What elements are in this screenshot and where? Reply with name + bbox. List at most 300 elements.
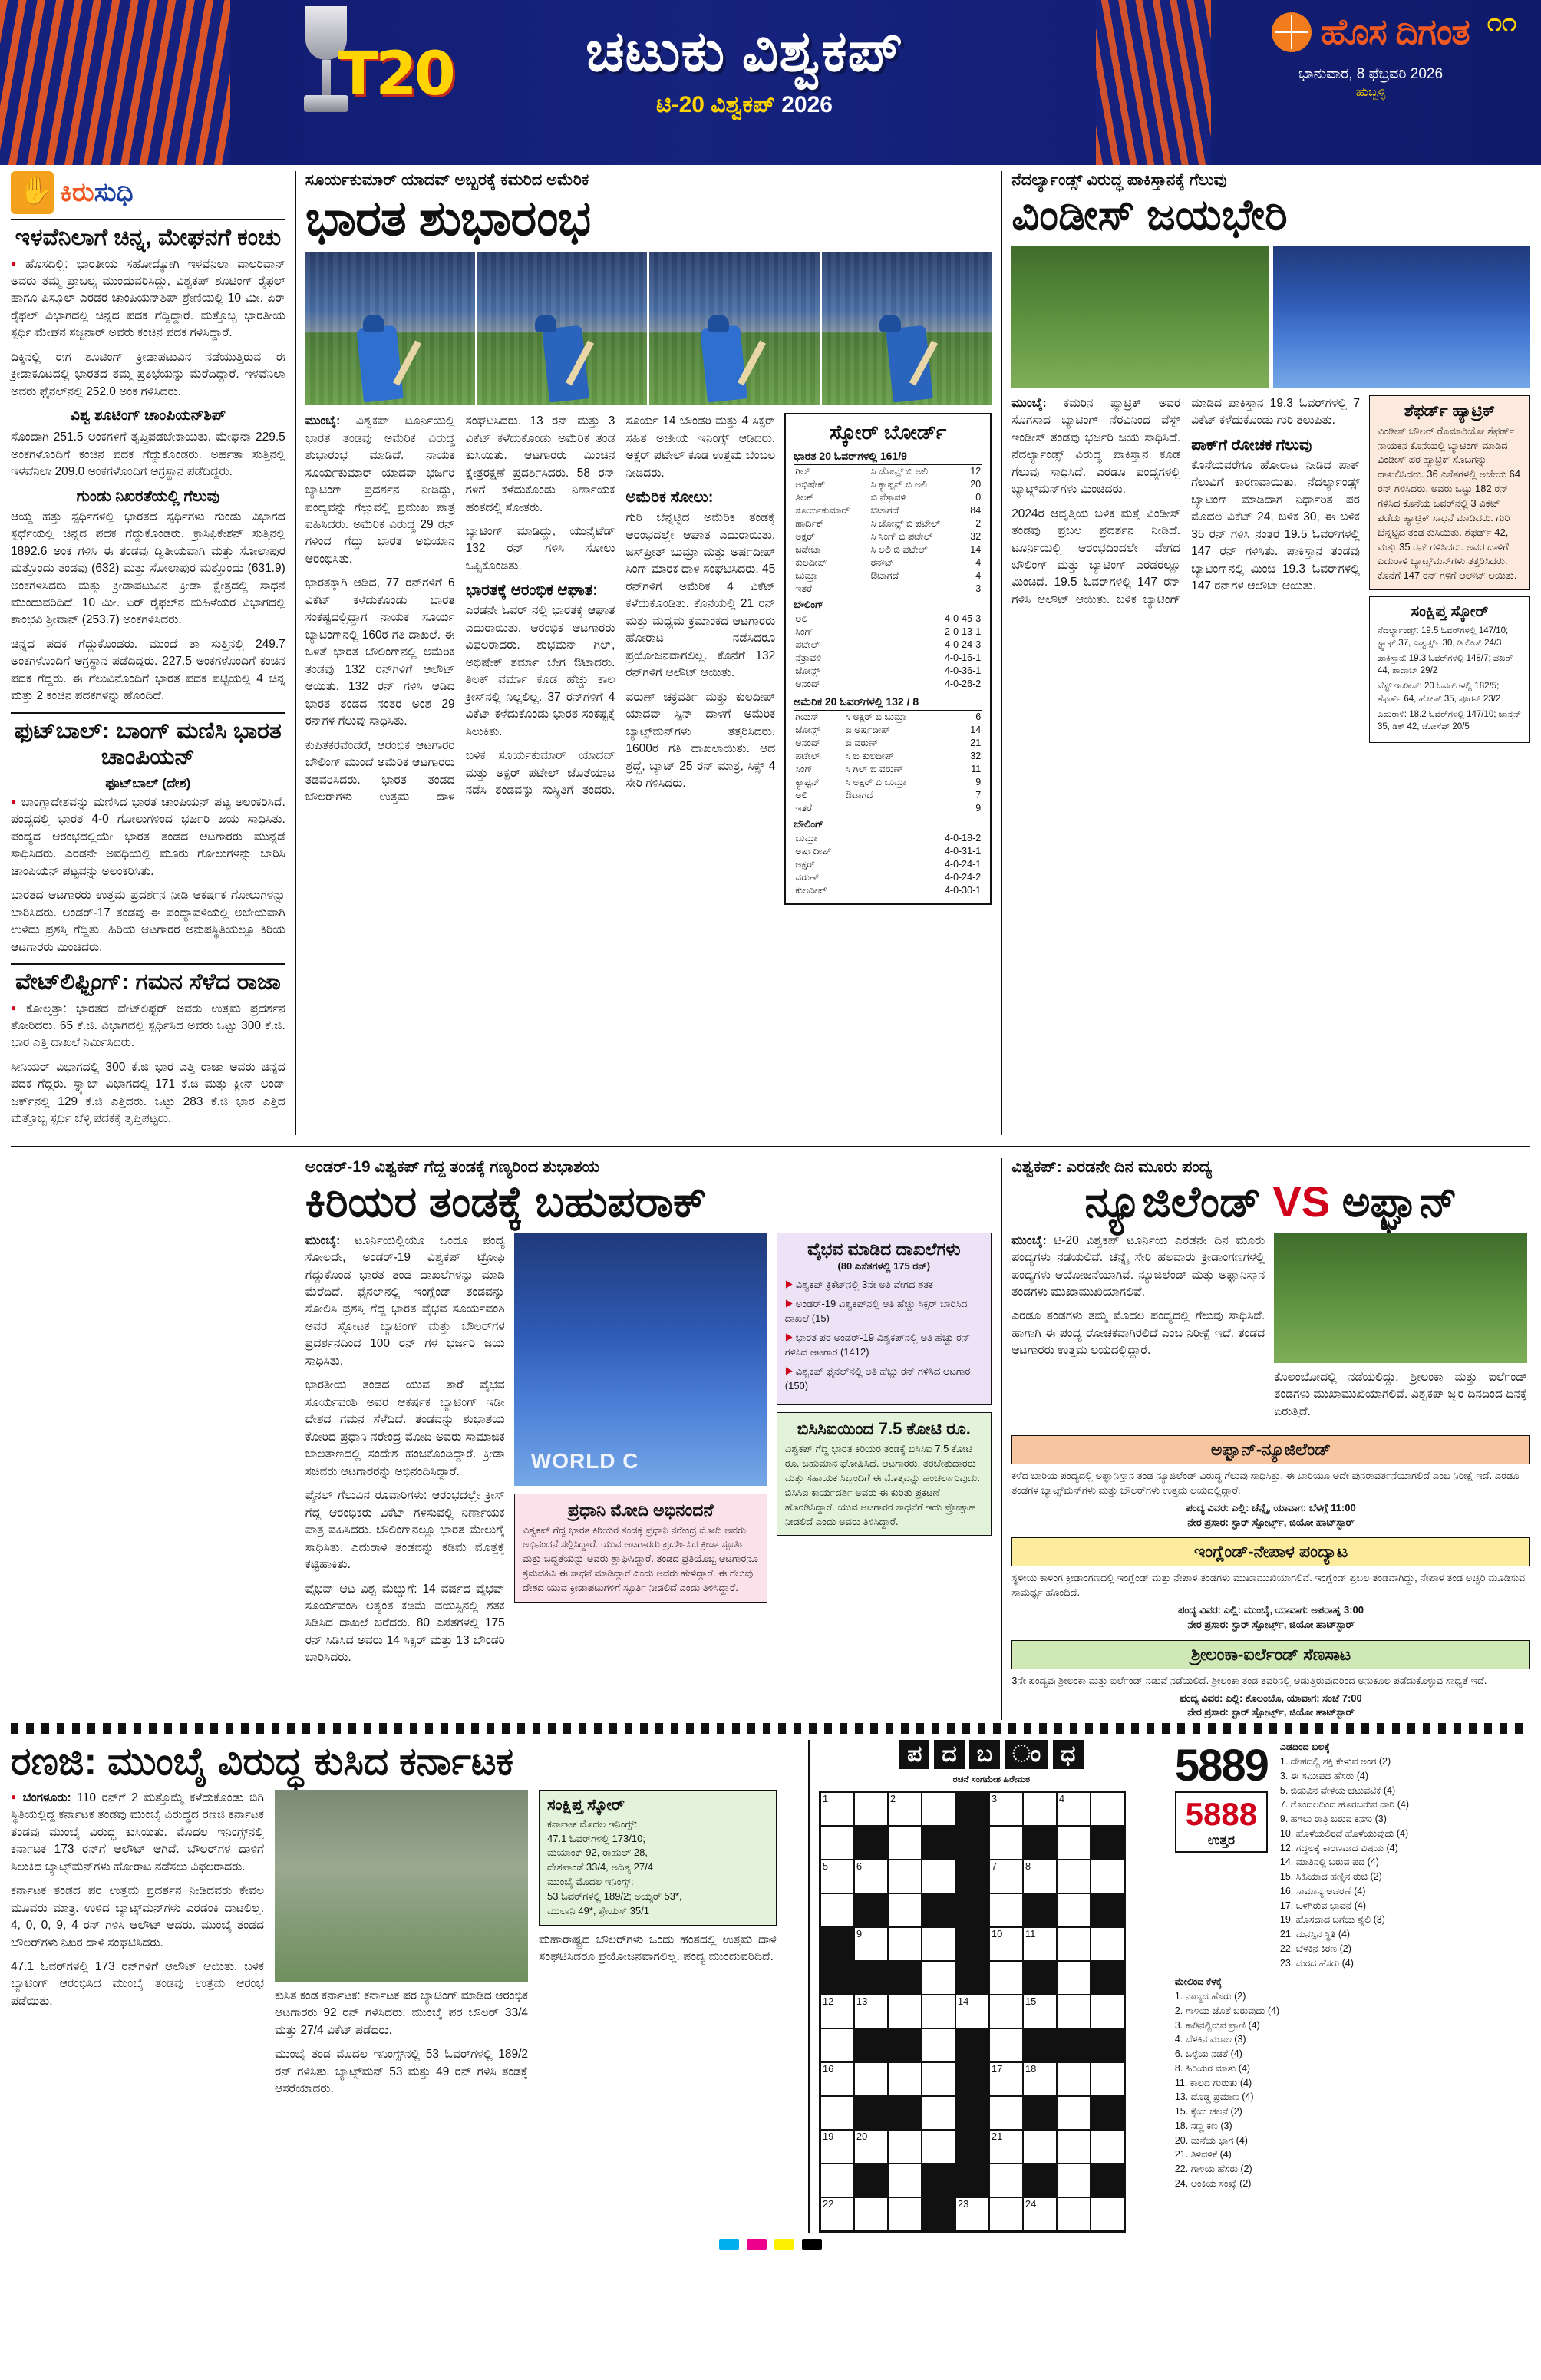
clue-item: 4. ಬೆಳಕಿನ ಮೂಲ (3) [1174,2034,1246,2045]
main-para-3: ಕುಪಿತಕರವೆಂದರೆ, ಆರಂಭಿಕ ಆಟಗಾರರ ಬೌಲಿಂಗ್ ಮುಂದೆ ಅಮೆರಿಕ ಆಟಗಾರರು ತಡವರಿಸಿದರು. ಭಾರತ ತಂಡದ ಬೌಲರ್‌ಗಳು ಉತ್ತಮ ದಾಳಿ ಸಂಘಟಿಸಿದರು. 13 ರನ್ ಮತ್ತು 3 ವಿಕೆಟ್ ಕಳೆದುಕೊಂಡು ಅಮೆರಿಕ ತಂಡ ಕುಸಿಯಿತು. ಆಟಗಾರರು ಮಿಂಚಿನ ಕ್ಷೇತ್ರರಕ್ಷಣೆ ಪ್ರದರ್ಶಿಸಿದರು. 58 ರನ್ ಗಳಿಗೆ ಕಳೆದುಕೊಂಡು ನಿರ್ಣಾಯಕ ಹಂತದಲ್ಲಿ ಸೋತರು. [305,414,615,804]
crossword-cell[interactable]: 2 [888,1792,922,1826]
player-name: ಹಾರ್ದಿಕ್ [795,518,824,530]
crossword-cell[interactable]: 21 [989,2130,1023,2164]
crossword-cell[interactable]: 4 [1057,1792,1091,1826]
crossword-cell[interactable]: 12 [820,1995,854,2028]
runs: 6 [975,711,982,723]
modi-text: ವಿಶ್ವಕಪ್ ಗೆದ್ದ ಭಾರತ ಕಿರಿಯರ ತಂಡಕ್ಕೆ ಪ್ರಧಾನಿ ನರೇಂದ್ರ ಮೋದಿ ಅವರು ಅಭಿನಂದನೆ ಸಲ್ಲಿಸಿದ್ದಾರೆ. ಯುವ ಆಟಗಾರರು ಪ್ರದರ್ಶಿಸಿದ ಕ್ರೀಡಾ ಸ್ಫೂರ್ತಿ ಮತ್ತು ಬದ್ಧತೆಯನ್ನು ಅವರು ಶ್ಲಾಘಿಸಿದ್ದಾರೆ. ತಂಡದ ಪ್ರತಿಯೊಬ್ಬ ಆಟಗಾರನೂ ಶ್ರಮವಹಿಸಿ ಈ ಸಾಧನೆ ಮಾಡಿದ್ದಾರೆ ಎಂದು ಅವರು ಹೇಳಿದ್ದಾರೆ. ಈ ಗೆಲುವು ದೇಶದ ಯುವ ಕ್ರೀಡಾಪಟುಗಳಿಗೆ ಸ್ಫೂರ್ತಿ ನೀಡಲಿದೆ ಎಂದು ತಿಳಿಸಿದ್ದಾರೆ. [522,1523,758,1593]
photo-3 [649,252,819,405]
brief-score-lines [1378,625,1522,733]
crossword-cell[interactable] [854,2197,888,2231]
player-name: ಸಿಂಗ್ [795,764,813,775]
crossword-cell[interactable] [922,1927,955,1961]
left-para-6: ● ಬಾಂಗ್ಲಾದೇಶವನ್ನು ಮಣಿಸಿದ ಭಾರತ ಚಾಂಪಿಯನ್ ಪಟ್ಟ ಅಲಂಕರಿಸಿದೆ. ಪಂದ್ಯದಲ್ಲಿ ಭಾರತ 4-0 ಗೋಲುಗಳಿಂದ ಭರ್ಜರಿ ಜಯ ಸಾಧಿಸಿತು. ಪಂದ್ಯದ ಆರಂಭದಲ್ಲಿಯೇ ಭಾರತ ತಂಡದ ಆಟಗಾರರು ಮುನ್ನಡೆ ಸಾಧಿಸಿದರು. ಎರಡನೇ ಅವಧಿಯಲ್ಲಿ ಮೂರು ಗೋಲುಗಳನ್ನು ಬಾರಿಸಿ ಚಾಂಪಿಯನ್ ಪಟ್ಟವನ್ನು ಅಲಂಕರಿಸಿತು. [11,794,285,880]
flame-graphic-right [1096,0,1211,165]
main-sub-1: ಭಾರತಕ್ಕೆ ಆರಂಭಿಕ ಆಘಾತ: [465,582,598,599]
answer-number: 5888 [1185,1796,1258,1833]
crossword-cell[interactable] [1023,2130,1057,2164]
match-2-venue: ಪಂದ್ಯ ವಿವರ: ಎಲ್ಲಿ: ಮುಂಬೈ, ಯಾವಾಗ: ಅಪರಾಹ್ನ 3:00 [1178,1604,1364,1616]
crossword-number: 5889 [1174,1741,1268,1791]
bowler-name: ಅಕ್ಷರ್ [795,859,815,870]
ranji-score-line: 53 ಓವರ್‌ಗಳಲ್ಲಿ 189/2; ಅಯ್ಯರ್ 53*, [547,1890,682,1903]
crossword-cell[interactable] [820,2164,854,2197]
bowling-figures: 4-0-24-3 [944,639,982,651]
globe-icon [1272,12,1312,52]
top-section [11,171,1530,1135]
scoreboard-usa-bowling [794,612,982,691]
main-sub-2: ಅಮೆರಿಕ ಸೋಲು: [625,489,714,507]
brief-score-title: ಸಂಕ್ಷಿಪ್ತ ಸ್ಕೋರ್ [1411,603,1489,621]
records-list [785,1278,983,1393]
dismissal: ಬಿ ವರುಣ್ [845,738,879,749]
crossword-cell[interactable] [1091,1995,1124,2028]
bowler-name: ಕುಲದೀಪ್ [795,885,827,896]
vaibhav-records-box [777,1233,992,1405]
crossword-block [854,1893,888,1927]
crossword-cell[interactable]: 22 [820,2197,854,2231]
ranji-para-5: ಮುಂಬೈ ತಂಡ ಮೊದಲ ಇನಿಂಗ್ಸ್‌ನಲ್ಲಿ 53 ಓವರ್‌ಗಳಲ್ಲಿ 189/2 ರನ್ ಗಳಿಸಿತು. ಬ್ಯಾಟ್ಸ್‌ಮನ್ 53 ಮತ್ತು 49 ರನ್ ಗಳಿಸಿ ತಂಡಕ್ಕೆ ಆಸರೆಯಾದರು. [275,2048,528,2096]
dismissal [869,583,965,596]
crossword-cell[interactable]: 19 [820,2130,854,2164]
ranji-score-lines [547,1817,768,1919]
crossword-cell[interactable] [922,2096,955,2130]
runs: 11 [971,764,982,775]
crossword-cell[interactable] [922,2028,955,2062]
player-name: ಕುಲದೀಪ್ [795,557,827,569]
crossword-cell[interactable]: 1 [820,1792,854,1826]
bowling-row [794,652,982,665]
main-para-4: ಬ್ಯಾಟಿಂಗ್ ಮಾಡಿದ್ದು, ಯುನೈಟೆಡ್ 132 ರನ್ ಗಳಿಸಿ ಸೋಲು ಒಪ್ಪಿಕೊಂಡಿತು. [465,525,615,573]
hattrick-box [1369,395,1530,590]
crossword-block [888,2028,922,2062]
crossword-cell[interactable]: 3 [989,1792,1023,1826]
score-row [794,478,982,491]
u19-kicker: ಅಂಡರ್-19 ವಿಶ್ವಕಪ್ ಗೆದ್ದ ತಂಡಕ್ಕೆ ಗಣ್ಯರಿಂದ ಶುಭಾಶಯ [305,1157,600,1176]
runs: 7 [975,790,982,801]
bowler-name: ಜೋನ್ಸ್ [795,665,820,677]
ranji-photo [275,1790,528,1982]
ranji-score-box [539,1790,777,1926]
player-name: ಕ್ಯಾಪ್ಟನ್ [795,777,820,788]
crossword-cell[interactable]: 11 [1023,1927,1057,1961]
scoreboard-ind-bowling-head: ಬೌಲಿಂಗ್ [794,818,824,830]
runs: 20 [970,479,982,490]
ranji-para-4: ಕುಸಿತ ಕಂಡ ಕರ್ನಾಟಕ: ಕರ್ನಾಟಕ ಪರ ಬ್ಯಾಟಿಂಗ್ ಮಾಡಿದ ಆರಂಭಿಕ ಆಟಗಾರರು 92 ರನ್ ಗಳಿಸಿದರು. ಮುಂಬೈ ಪರ ಬೌಲರ್ 33/4 ಮತ್ತು 27/4 ವಿಕೆಟ್ ಪಡೆದರು. [275,1989,528,2037]
runs: 12 [970,466,982,477]
main-para-2: ಭಾರತಕ್ಕಾಗಿ ಆಡಿದ, 77 ರನ್‌ಗಳಿಗೆ 6 ವಿಕೆಟ್ ಕಳೆದುಕೊಂಡು ಭಾರತ ಸಂಕಷ್ಟದಲ್ಲಿದ್ದಾಗ ನಾಯಕ ಸೂರ್ಯ ಬ್ಯಾಟಿಂಗ್‌ನಲ್ಲಿ 160ರ ಗತಿ ದಾಖಲೆ. ಈ ಒಳಿತೆ ಭಾರತ ಬೌಲಿಂಗ್‌ನಲ್ಲಿ ಅಮೆರಿಕ ತಂಡವು 132 ರನ್‌ಗಳಿಗೆ ಆಲೌಟ್ ಆಯಿತು. 132 ರನ್ ಗಳಿಸಿ ಆಡಿದ ಭಾರತ ತಂಡದ ನಂತರ ಅಂಶ 29 ರನ್‌ಗಳ ಗೆಲುವು ಸಾಧಿಸಿತು. [305,576,455,728]
black-swatch [802,2239,822,2250]
ranji-score-line: ಮಯಾಂಕ್ 92, ರಾಹುಲ್ 28, [547,1847,648,1859]
score-row [794,802,982,815]
crossword-block [1091,1893,1124,1927]
scoreboard [784,413,992,905]
crossword-grid[interactable] [819,1791,1126,2233]
ranji-para-2: ಕರ್ನಾಟಕ ತಂಡದ ಪರ ಉತ್ತಮ ಪ್ರದರ್ಶನ ನೀಡಿದವರು ಕೇವಲ ಮೂವರು ಮಾತ್ರ. ಉಳಿದ ಬ್ಯಾಟ್ಸ್‌ಮನ್‌ಗಳು ಎರಡಂಕಿ ದಾಟಲಿಲ್ಲ. 4, 0, 0, 9, 4 ರನ್ ಗಳಿಸಿ ಆಲೌಟ್ ಆದರು. ಮುಂಬೈ ತಂಡದ ಬೌಲರ್‌ಗಳು ನಿಖರ ದಾಳಿ ಸಂಘಟಿಸಿದರು. [11,1884,264,1949]
crossword-cell[interactable]: 24 [1023,2197,1057,2231]
dismissal: ಸಿ ಬಿ ಕುಲದೀಪ್ [845,751,894,762]
crossword-cell[interactable] [1091,2062,1124,2096]
crossword-cell[interactable] [1091,1792,1124,1826]
crossword-block [1023,2028,1057,2062]
ranji-para-1: 110 ರನ್‌ಗೆ 2 ಮತ್ತೊಮ್ಮೆ ಕಳೆದುಕೊಂಡು ಬಿಗಿ ಸ್ಥಿತಿಯಲ್ಲಿದ್ದ ಕರ್ನಾಟಕ ತಂಡವು ಮುಂಬೈ ವಿರುದ್ಧದ ರಣಜಿ ಕರ್ನಾಟಕ ತಂಡವು ಮುಂಬೈ ವಿರುದ್ಧ ಕುಸಿಯಿತು. ಮೊದಲ ಇನಿಂಗ್ಸ್‌ನಲ್ಲಿ ಕರ್ನಾಟಕ 173 ರನ್‌ಗೆ ಆಲೌಟ್ ಆಗಿದೆ. ಬೌಲರ್‌ಗಳ ದಾಳಿಗೆ ಸಿಲುಕಿದ ಬ್ಯಾಟ್ಸ್‌ಮನ್‌ಗಳು ಹೋರಾಟ ನಡೆಸಲು ವಿಫಲರಾದರು. [11,1791,264,1873]
crossword-cell[interactable] [989,2164,1023,2197]
score-row [794,504,982,517]
main-para-5: ಎರಡನೇ ಓವರ್ ನಲ್ಲಿ ಭಾರತಕ್ಕೆ ಆಘಾತ ಎದುರಾಯಿತು. ಆರಂಭಿಕ ಆಟಗಾರರು ವಿಫಲರಾದರು. ಶುಭಮನ್ ಗಿಲ್, ಅಭಿಷೇಕ್ ಶರ್ಮಾ ಬೇಗ ಔಟಾದರು. ತಿಲಕ್ ವರ್ಮಾ ಕೂಡ ಹೆಚ್ಚು ಕಾಲ ಕ್ರೀಸ್‌ನಲ್ಲಿ ನಿಲ್ಲಲಿಲ್ಲ. 37 ರನ್‌ಗಳಿಗೆ 4 ವಿಕೆಟ್ ಕಳೆದುಕೊಂಡು ಭಾರತ ಸಂಕಷ್ಟಕ್ಕೆ ಸಿಲುಕಿತು. [465,604,615,738]
score-row [794,789,982,802]
masthead-title: ಚಟುಕು ವಿಶ್ವಕಪ್ [585,19,904,83]
scoreboard-usa-head: ಅಮೆರಿಕ 20 ಓವರ್‌ಗಳಲ್ಲಿ 132 / 8 [794,695,982,711]
crossword-cell[interactable] [888,1995,922,2028]
score-row [794,763,982,776]
crossword-cell[interactable] [854,1792,888,1826]
crossword-cell[interactable] [989,1961,1023,1995]
crossword-block [922,1826,955,1860]
bowling-row [794,845,982,858]
bowler-name: ಬುಮ್ರಾ [795,833,818,844]
ranji-score-line: ದೇಶಪಾಂಡೆ 33/4, ಅದಿತ್ಯ 27/4 [547,1861,653,1873]
crossword-cell[interactable] [854,2062,888,2096]
runs: 14 [970,544,982,556]
clue-item: 14. ಮಾತಿನಲ್ಲಿ ಬರುವ ಪದ (4) [1279,1857,1379,1868]
u19-story [305,1158,992,1720]
across-title: ಎಡದಿಂದ ಬಲಕ್ಕೆ [1279,1741,1330,1753]
dismissal: ಔಟಾಗದೆ [845,790,873,801]
left-para-1: ● ಹೊಸದಿಲ್ಲಿ: ಭಾರತೀಯ ಸಹೋದ್ಯೋಗಿ ಇಳವೆನಿಲಾ ವಾಲರಿವಾನ್ ಅವರು ತಮ್ಮ ಪ್ರಾಬಲ್ಯ ಮುಂದುವರಿಸಿದ್ದು, ವಿಶ್ವಕಪ್ ಶೂಟಿಂಗ್ ರೈಫಲ್ ಹಾಗೂ ಪಿಸ್ತೂಲ್ ಎರಡರ ಚಾಂಪಿಯನ್‌ಶಿಪ್ ಶ್ರೇಣಿಯಲ್ಲಿ 10 ಮೀ. ಏರ್ ರೈಫಲ್ ವಿಭಾಗದಲ್ಲಿ ಚಿನ್ನದ ಪದಕ ಗೆದ್ದಿದ್ದಾರೆ. ಮತ್ತೊಬ್ಬ ಭಾರತೀಯ ಸ್ಪರ್ಧಿ ಮೇಘನ ಸಜ್ಜನಾರ್ ಅವರು ಕಂಚಿನ ಪದಕ ಗಳಿಸಿದ್ದಾರೆ. [11,256,285,342]
crossword-section [819,1740,1530,2233]
right-column [1011,171,1530,1135]
cyan-swatch [719,2239,739,2250]
dismissal: ಸಿ ಜೋನ್ಸ್ ಬಿ ಪಟೇಲ್ [870,518,941,530]
clue-item: 13. ದೊಡ್ಡ ಪ್ರಮಾಣ (4) [1174,2091,1254,2103]
photo-1 [305,252,475,405]
wi-sub-1: ಪಾಕ್‌ಗೆ ರೋಚಕ ಗೆಲುವು [1191,436,1312,454]
u19-para-3: ಫೈನಲ್ ಗೆಲುವಿನ ರೂವಾರಿಗಳು: ಆರಂಭದಲ್ಲೇ ಕ್ರೀಸ್ ಗೆದ್ದ ಆರಂಭಿಕರು ವಿಕೆಟ್ ಗಳಿಸುವಲ್ಲಿ ನಿರ್ಣಾಯಕ ಪಾತ್ರ ವಹಿಸಿದರು. ಬೌಲಿಂಗ್‌ನಲ್ಲೂ ಭಾರತ ಮೇಲುಗೈ ಸಾಧಿಸಿತು. ಎದುರಾಳಿ ತಂಡವನ್ನು ಕಡಿಮೆ ಮೊತ್ತಕ್ಕೆ ಕಟ್ಟಿಹಾಕಿತು. [305,1489,505,1572]
crossword-cell[interactable] [888,1860,922,1893]
crossword-cell[interactable] [1057,1826,1091,1860]
match-3-tv: ನೇರ ಪ್ರಸಾರ: ಸ್ಟಾರ್ ಸ್ಪೋರ್ಟ್ಸ್, ಜಿಯೋ ಹಾಟ್‌ಸ್ಟಾರ್ [1187,1706,1355,1718]
bowling-figures: 2-0-13-1 [944,626,982,638]
nz-para-2: ಎರಡೂ ತಂಡಗಳು ತಮ್ಮ ಮೊದಲ ಪಂದ್ಯದಲ್ಲಿ ಗೆಲುವು ಸಾಧಿಸಿವೆ. ಹಾಗಾಗಿ ಈ ಪಂದ್ಯ ರೋಚಕವಾಗಿರಲಿದೆ ಎಂಬ ನಿರೀಕ್ಷೆ ಇದೆ. ತಂಡದ ಆಟಗಾರರು ಉತ್ತಮ ಲಯದಲ್ಲಿದ್ದಾರೆ. [1011,1309,1265,1358]
crossword-cell[interactable] [989,2197,1023,2231]
score-row [794,737,982,750]
records-title: ವೈಭವ ಮಾಡಿದ ದಾಖಲೆಗಳು [807,1239,961,1259]
nz-dateline: ಮುಂಬೈ: [1011,1233,1047,1247]
ranji-para-6: ಮಹಾರಾಷ್ಟ್ರದ ಬೌಲರ್‌ಗಳು ಒಂದು ಹಂತದಲ್ಲಿ ಉತ್ತಮ ದಾಳಿ ಸಂಘಟಿಸಿದರೂ ಪ್ರಯೋಜನವಾಗಲಿಲ್ಲ. ಪಂದ್ಯ ಮುಂದುವರಿದಿದೆ. [539,1933,777,1964]
crossword-cell[interactable] [820,2096,854,2130]
crossword-cell[interactable] [1091,2130,1124,2164]
crossword-cell[interactable] [1091,1927,1124,1961]
score-row [794,517,982,530]
player-name: ಗಿಲ್ [795,466,810,477]
player-name: ಪಟೇಲ್ [795,751,820,762]
crossword-cell[interactable]: 16 [820,2062,854,2096]
clue-item: 24. ಅಂಕಿಯ ಸಂಖ್ಯೆ (2) [1174,2177,1252,2189]
crossword-cell[interactable] [922,1961,955,1995]
bowler-name: ಸಿಂಗ್ [795,626,813,638]
crossword-cell[interactable] [888,1826,922,1860]
score-row [794,776,982,789]
clue-item: 8. ಹಿರಿಯರ ಮಾತು (4) [1174,2062,1251,2074]
clue-item: 18. ಸಣ್ಣ ಕಣ (3) [1174,2120,1232,2131]
crossword-cell[interactable] [820,2028,854,2062]
player-name: ಇತರೆ [795,583,813,595]
ranji-dateline: ● ಬೆಂಗಳೂರು: [11,1791,71,1804]
wi-para-2: 2024ರ ಆವೃತ್ತಿಯ ಬಳಿಕ ಮತ್ತೆ ವಿಂಡೀಸ್ ತಂಡವು ಪ್ರಬಲ ಪ್ರದರ್ಶನ ನೀಡಿದೆ. ಟೂರ್ನಿಯಲ್ಲಿ ಆರಂಭದಿಂದಲೇ ವೇಗದ ಬೌಲಿಂಗ್ ಮತ್ತು ಬ್ಯಾಟಿಂಗ್ ಎರಡರಲ್ಲೂ ಮಿಂಚಿದೆ. 19.5 ಓವರ್‌ಗಳಲ್ಲಿ 147 ರನ್ ಗಳಿಸಿ ಆಲೌಟ್ ಆಯಿತು. ಬಳಿಕ ಬ್ಯಾಟಿಂಗ್ ಮಾಡಿದ ಪಾಕಿಸ್ತಾನ 19.3 ಓವರ್‌ಗಳಲ್ಲಿ 7 ವಿಕೆಟ್ ಕಳೆದುಕೊಂಡು ಗುರಿ ತಲುಪಿತು. [1011,396,1360,606]
left-sub-1: ಗುಂಡು ನಿಖರತೆಯಲ್ಲಿ ಗೆಲುವು [76,487,220,505]
divider-vertical [295,171,296,1135]
nz-team-a: ನ್ಯೂಜಿಲೆಂಡ್ [1084,1177,1261,1226]
divider-vertical-3 [1001,1158,1002,1720]
crossword-cell[interactable] [1057,2197,1091,2231]
middle-spacer-left [11,1158,285,1720]
crossword-cell[interactable] [1057,2130,1091,2164]
wi-para-3: ಕೊನೆಯವರೆಗೂ ಹೋರಾಟ ನೀಡಿದ ಪಾಕ್ ಗೆಲುವಿಗೆ ಕಾರಣವಾಯಿತು. ನೆದರ್ಲ್ಯಾಂಡ್ಸ್ ಬ್ಯಾಟಿಂಗ್ ಮಾಡಿದಾಗ ನಿರ್ಧಾರಿತ ಪರ ಮೊದಲ ವಿಕೆಟ್ 24, ಬಳಿಕ 30, ಈ ಬಳಿಕ 35 ರನ್ ಗಳಿಸಿ ನಂತರ 19.5 ಓವರ್‌ಗಳಲ್ಲಿ 147 ರನ್ ಗಳಿಸಿತು. ಪಾಕಿಸ್ತಾನ ತಂಡವು ಬ್ಯಾಟಿಂಗ್‌ನಲ್ಲಿ ಮಿಂಚಿ 19.3 ಓವರ್‌ಗಳಲ್ಲಿ 147 ರನ್‌ಗಳ ಆಲೌಟ್ ಆಯಿತು. [1191,458,1360,593]
u19-para-2: ಭಾರತೀಯ ತಂಡದ ಯುವ ತಾರೆ ವೈಭವ ಸೂರ್ಯವಂಶಿ ಅವರ ಆಕರ್ಷಕ ಬ್ಯಾಟಿಂಗ್ ಇಡೀ ದೇಶದ ಗಮನ ಸೆಳೆದಿದೆ. ತಂಡವನ್ನು ಶುಭಾಶಯ ಕೋರಿದ ಪ್ರಧಾನಿ ನರೇಂದ್ರ ಮೋದಿ ಅವರು ಸಾಮಾಜಿಕ ಜಾಲತಾಣದಲ್ಲಿ ಸಂದೇಶ ಹಂಚಿಕೊಂಡಿದ್ದಾರೆ. ಕ್ರೀಡಾ ಸಚಿವರು ಆಟಗಾರರನ್ನು ಅಭಿನಂದಿಸಿದ್ದಾರೆ. [305,1378,505,1478]
dismissal: ಸಿ ಅಕ್ಷರ್ ಬಿ ಬುಮ್ರಾ [845,777,907,788]
bowling-row [794,858,982,871]
crossword-cell[interactable]: 10 [989,1927,1023,1961]
issue-place: ಹುಬ್ಬಳ್ಳಿ [1355,86,1386,99]
crossword-cell[interactable]: 6 [854,1860,888,1893]
runs: 9 [975,777,982,788]
match-2-tv: ನೇರ ಪ್ರಸಾರ: ಸ್ಟಾರ್ ಸ್ಪೋರ್ಟ್ಸ್, ಜಿಯೋ ಹಾಟ್‌ಸ್ಟಾರ್ [1187,1618,1355,1630]
clue-item: 15. ಸಿಹಿಯಾದ ಹಣ್ಣಿನ ರುಚಿ (2) [1279,1871,1382,1883]
magenta-swatch [747,2239,767,2250]
crossword-cell[interactable] [1091,1860,1124,1893]
crossword-cell[interactable]: 17 [989,2062,1023,2096]
crossword-cell[interactable]: 18 [1023,2062,1057,2096]
crossword-cell[interactable] [1057,1860,1091,1893]
left-headline-2: ಫುಟ್‌ಬಾಲ್: ಬಾಂಗ್ ಮಣಿಸಿ ಭಾರತ ಚಾಂಪಿಯನ್ [14,718,282,771]
crossword-block [854,2164,888,2197]
crossword-credit: ರಚನೆ ಸಂಗಮೇಶ ಹಿರೇಮಠ [952,1775,1031,1785]
record-item: ▶ ವಿಶ್ವಕಪ್ ಫೈನಲ್‌ನಲ್ಲಿ ಅತಿ ಹೆಚ್ಚು ರನ್ ಗಳಿಸಿದ ಆಟಗಾರ (150) [784,1365,971,1391]
crossword-block [955,2164,989,2197]
record-item: ▶ ವಿಶ್ವಕಪ್ ಕ್ರಿಕೆಟ್‌ನಲ್ಲಿ 3ನೇ ಅತಿ ವೇಗದ ಶತಕ [784,1279,933,1291]
crossword-cell[interactable] [1057,2062,1091,2096]
left-headline-1: ಇಳವೆನಿಲಾಗೆ ಚಿನ್ನ, ಮೇಘನಗೆ ಕಂಚು [15,225,282,250]
crossword-cell[interactable] [888,1927,922,1961]
score-row [794,556,982,569]
ranji-score-line: ಮುಲಾನಿ 49*, ಶ್ರೇಯಸ್ 35/1 [547,1904,649,1916]
crossword-cell[interactable]: 13 [854,1995,888,2028]
clue-item: 19. ಹೊಸದಾದ ಬಗೆಯ ಶೈಲಿ (3) [1279,1914,1385,1926]
crossword-cell[interactable] [922,1995,955,2028]
crossword-cell[interactable] [989,1893,1023,1927]
crossword-cell[interactable]: 20 [854,2130,888,2164]
u19-para-1: ಟೂರ್ನಿಯಲ್ಲಿಯೂ ಒಂದೂ ಪಂದ್ಯ ಸೋಲದೇ, ಅಂಡರ್-19 ವಿಶ್ವಕಪ್ ಟ್ರೋಫಿ ಗೆದ್ದುಕೊಂಡ ಭಾರತ ತಂಡ ದಾಖಲೆಗಳನ್ನು ಮಾಡಿ ಮೆರೆದಿದೆ. ಫೈನಲ್‌ನಲ್ಲಿ ಇಂಗ್ಲೆಂಡ್ ತಂಡವನ್ನು ಸೋಲಿಸಿ ಪ್ರಶಸ್ತಿ ಗೆದ್ದ ಭಾರತ ವೈಭವ ಸೂರ್ಯವಂಶಿ ಅವರ ಸ್ಫೋಟಕ ಬ್ಯಾಟಿಂಗ್ ಮತ್ತು ಬೌಲರ್‌ಗಳ ಪ್ರದರ್ಶನದಿಂದ 100 ರನ್ ಗಳ ಭರ್ಜರಿ ಜಯ ಸಾಧಿಸಿತು. [305,1233,505,1368]
clue-item: 1. ದೇಹದಲ್ಲಿ ಶಕ್ತಿ ಕೇಳುವ ಅಂಗ (2) [1279,1756,1391,1768]
crossword-cell[interactable] [989,1826,1023,1860]
bowling-row [794,665,982,678]
player-name: ಅಲಿ [795,790,808,801]
crossword-cell[interactable]: 15 [1023,1995,1057,2028]
bowling-row [794,832,982,845]
match-3-band: ಶ್ರೀಲಂಕಾ-ಐರ್ಲೆಂಡ್ ಸೆಣಸಾಟ [1011,1640,1530,1669]
runs: 32 [970,531,982,543]
crossword-block [1091,2096,1124,2130]
bowling-figures: 4-0-31-1 [944,846,982,857]
wi-photo-1 [1011,246,1269,388]
u19-para-4: ವೈಭವ್ ಆಟ ವಿಶ್ವ ಮೆಚ್ಚುಗೆ: 14 ವರ್ಷದ ವೈಭವ್ ಸೂರ್ಯವಂಶಿ ಅತ್ಯಂತ ಕಡಿಮೆ ವಯಸ್ಸಿನಲ್ಲಿ ಶತಕ ಸಿಡಿಸಿದ ದಾಖಲೆ ಬರೆದರು. 80 ಎಸೆತಗಳಲ್ಲಿ 175 ರನ್ ಸಿಡಿಸಿದ ಅವರು 14 ಸಿಕ್ಸರ್ ಮತ್ತು 13 ಬೌಂಡರಿ ಬಾರಿಸಿದರು. [305,1582,505,1665]
clue-item: 9. ಹಗಲು ರಾತ್ರಿ ಬರುವ ಕನಸು (3) [1279,1814,1387,1825]
score-row [794,724,982,737]
crossword-cell[interactable] [820,1893,854,1927]
nz-para-3: ಕೊಲಂಬೋದಲ್ಲಿ ನಡೆಯಲಿದ್ದು, ಶ್ರೀಲಂಕಾ ಮತ್ತು ಐರ್ಲೆಂಡ್ ತಂಡಗಳು ಮುಖಾಮುಖಿಯಾಗಲಿವೆ. ವಿಶ್ವಕಪ್ ಜ್ವರ ದಿನದಿಂದ ದಿನಕ್ಕೆ ಏರುತ್ತಿದೆ. [1274,1370,1528,1418]
dismissal: ಸಿ ಕ್ಯಾಪ್ಟನ್ ಬಿ ಅಲಿ [870,479,927,490]
crossword-block [1091,2028,1124,2062]
bowler-name: ವರುಣ್ [795,872,820,883]
ranji-score-line: 47.1 ಓವರ್‌ಗಳಲ್ಲಿ 173/10; [547,1832,645,1844]
crossword-block [955,2028,989,2062]
crossword-cell[interactable]: 7 [989,1860,1023,1893]
divider-vertical-4 [808,1740,810,2233]
crossword-block [820,1927,854,1961]
cmyk-registration-marks [11,2233,1530,2253]
main-story [305,171,992,1135]
bcci-box [777,1412,992,1536]
player-name: ತಿಲಕ್ [795,492,814,503]
crossword-cell[interactable] [1057,1893,1091,1927]
nz-team-b: ಅಫ್ಘಾನ್ [1341,1177,1457,1226]
runs: 9 [975,803,982,814]
left-para-5: ಚಿನ್ನದ ಪದಕ ಗೆದ್ದುಕೊಂಡರು. ಮುಂದೆ ತಾ ಸುತ್ತಿನಲ್ಲಿ 249.7 ಅಂಕಗಳೊಂದಿಗೆ ಅಗ್ರಸ್ಥಾನ ಪಡೆದಿದ್ದರು. 227.5 ಅಂಕಗಳೊಂದಿಗೆ ಕಂಚಿನ ಪದಕ ಗೆದ್ದರು. ಈ ಗೆಲುವಿನೊಂದಿಗೆ ಭಾರತ ಪದಕ ಪಟ್ಟಿಯಲ್ಲಿ 4 ಚಿನ್ನ ಮತ್ತು 2 ಕಂಚಿನ ಪದಕಗಳನ್ನು ಹೊಂದಿದೆ. [11,637,285,703]
player-name: ಸೂರ್ಯಕುಮಾರ್ [795,505,850,517]
ranji-para-3: 47.1 ಓವರ್‌ಗಳಲ್ಲಿ 173 ರನ್‌ಗಳಿಗೆ ಆಲೌಟ್ ಆಯಿತು. ಬಳಿಕ ಬ್ಯಾಟಿಂಗ್ ಆರಂಭಿಸಿದ ಮುಂಬೈ ತಂಡವು ಉತ್ತಮ ಆರಂಭ ಪಡೆಯಿತು. [11,1960,264,2008]
crossword-cell[interactable] [922,2062,955,2096]
bottom-section [11,1740,1530,2233]
kiru-sudhi-logo [11,171,285,214]
ranji-story [11,1740,799,2233]
crossword-block [955,1961,989,1995]
yellow-swatch [774,2239,794,2250]
crossword-cell[interactable]: 9 [854,1927,888,1961]
crossword-block [955,1792,989,1826]
crossword-block [1023,1961,1057,1995]
main-para-1: ವಿಶ್ವಕಪ್ ಟೂರ್ನಿಯಲ್ಲಿ ಭಾರತ ತಂಡವು ಅಮೆರಿಕ ವಿರುದ್ಧ ಶುಭಾರಂಭ ಮಾಡಿದೆ. ನಾಯಕ ಸೂರ್ಯಕುಮಾರ್ ಯಾದವ್ ಭರ್ಜರಿ ಬ್ಯಾಟಿಂಗ್ ಪ್ರದರ್ಶನ ನೀಡಿದ್ದು, ಪಂದ್ಯವನ್ನು ಗೆಲ್ಲುವಲ್ಲಿ ಪ್ರಮುಖ ಪಾತ್ರ ವಹಿಸಿದರು. ಅಮೆರಿಕ ವಿರುದ್ಧ 29 ರನ್ ಗಳಿಂದ ಗೆದ್ದು ಭಾರತ ಅಭಿಯಾನ ಆರಂಭಿಸಿತು. [305,414,455,566]
dismissal: ಸಿ ಗಿಲ್ ಬಿ ವರುಣ್ [845,764,904,775]
bowling-row [794,884,982,897]
crossword-block [1091,1961,1124,1995]
clue-item: 23. ಮರದ ಹೆಸರು (4) [1279,1957,1354,1969]
main-kicker: ಸೂರ್ಯಕುಮಾರ್ ಯಾದವ್ ಅಬ್ಬರಕ್ಕೆ ಕಮರಿದ ಅಮೆರಿಕ [305,171,589,189]
match-1-text: ಕಳೆದ ಬಾರಿಯ ಪಂದ್ಯದಲ್ಲಿ ಅಫ್ಘಾನಿಸ್ತಾನ ತಂಡ ನ್ಯೂಜಿಲೆಂಡ್ ವಿರುದ್ಧ ಗೆಲುವು ಸಾಧಿಸಿತ್ತು. ಈ ಬಾರಿಯೂ ಅದೇ ಪುನರಾವರ್ತನೆಯಾಗಲಿದೆ ಎಂಬ ನಿರೀಕ್ಷೆ ಇದೆ. ಎರಡೂ ತಂಡಗಳ ಬ್ಯಾಟ್ಸ್‌ಮನ್‌ಗಳು ಮತ್ತು ಬೌಲರ್‌ಗಳು ಉತ್ತಮ ಲಯದಲ್ಲಿದ್ದಾರೆ. [1011,1470,1520,1496]
crossword-block [820,1961,854,1995]
score-row [794,750,982,763]
nz-photo [1274,1233,1527,1363]
crossword-block [955,2130,989,2164]
clue-item: 16. ಸಾಮಾನ್ಯ ಆಚರಣೆ (4) [1279,1885,1366,1896]
crossword-cell[interactable]: 5 [820,1860,854,1893]
score-row [794,569,982,583]
crossword-cell[interactable] [888,2197,922,2231]
crossword-block [854,1826,888,1860]
crossword-cell[interactable] [922,1860,955,1893]
main-para-8: ವರುಣ್ ಚಕ್ರವರ್ತಿ ಮತ್ತು ಕುಲದೀಪ್ ಯಾದವ್ ಸ್ಪಿನ್ ದಾಳಿಗೆ ಅಮೆರಿಕ ಬ್ಯಾಟ್ಸ್‌ಮನ್‌ಗಳು ತತ್ತರಿಸಿದರು. 1600ರ ಗತಿ ದಾಖಲಾಯಿತು. ಆದ ಶ್ರದ್ಧೆ, ಬ್ಯಾಟ್ 25 ರನ್ ಮಾತ್ರ, ಸಿಕ್ಸ್ 4 ಸೇರಿ ಗಳಿಸಿದರು. [625,690,776,791]
crossword-cell[interactable] [888,1893,922,1927]
clue-item: 7. ಗೊಂದಲದಿಂದ ಹೊರಬರುವ ದಾರಿ (4) [1279,1799,1410,1811]
match-1-venue: ಪಂದ್ಯ ವಿವರ: ಎಲ್ಲಿ: ಚೆನ್ನೈ, ಯಾವಾಗ: ಬೆಳಗ್ಗೆ 11:00 [1186,1501,1356,1513]
bowling-figures: 4-0-36-1 [944,665,982,677]
scoreboard-title: ಸ್ಕೋರ್ ಬೋರ್ಡ್ [830,421,947,444]
ranji-score-line: ಮುಂಬೈ ಮೊದಲ ಇನಿಂಗ್ಸ್: [547,1876,634,1888]
dashed-separator [11,1723,1530,1734]
left-badge-1: ವಿಶ್ವ ಶೂಟಿಂಗ್ ಚಾಂಪಿಯನ್‌ಶಿಪ್ [70,408,226,424]
down-clues [1175,1989,1528,2191]
ranji-headline: ರಣಜಿ: ಮುಂಬೈ ವಿರುದ್ಧ ಕುಸಿದ ಕರ್ನಾಟಕ [11,1740,514,1784]
crossword-cell[interactable] [1091,2197,1124,2231]
down-title: ಮೇಲಿಂದ ಕೆಳಕ್ಕೆ [1174,1976,1223,1988]
bowling-figures: 4-0-26-2 [944,678,982,690]
crossword-cell[interactable] [888,2062,922,2096]
crossword-cell[interactable]: 14 [955,1995,989,2028]
wi-headline: ವಿಂಡೀಸ್ ಜಯಭೇರಿ [1011,190,1288,239]
crossword-cell[interactable] [1057,1927,1091,1961]
t20-logo: T20 [338,40,453,109]
player-name: ಅಕ್ಷರ್ [795,531,815,543]
crossword-cell[interactable] [1023,1792,1057,1826]
crossword-cell[interactable] [1057,2164,1091,2197]
crossword-cell[interactable] [888,2164,922,2197]
score-row [794,543,982,556]
crossword-title [819,1740,1164,1769]
dismissal: ಔಟಾಗದೆ [870,505,899,517]
crossword-cell[interactable] [989,1995,1023,2028]
match-2-band: ಇಂಗ್ಲೆಂಡ್-ನೇಪಾಳ ಪಂದ್ಯಾಟ [1011,1537,1530,1566]
crossword-cell[interactable]: 8 [1023,1860,1057,1893]
clue-item: 5. ಬಿಡುವಿನ ವೇಳೆಯ ಚಟುವಟಿಕೆ (4) [1279,1784,1396,1796]
crossword-cell[interactable] [989,2096,1023,2130]
crossword-title-char: ಂ [1005,1740,1048,1769]
match-1-band: ಅಫ್ಘಾನ್-ನ್ಯೂಜಿಲೆಂಡ್ [1011,1435,1530,1464]
crossword-cell[interactable] [922,2130,955,2164]
clue-item: 17. ಒಳಗಿರುವ ಭಾವನೆ (4) [1279,1900,1367,1911]
crossword-cell[interactable] [888,2130,922,2164]
runs: 32 [970,751,982,762]
clue-item: 10. ಹೊಳೆಯಲಿರದೆ ಹೊಳೆಯುವುದು (4) [1279,1827,1409,1839]
crossword-block [888,2096,922,2130]
nz-kicker: ವಿಶ್ವಕಪ್: ಎರಡನೇ ದಿನ ಮೂರು ಪಂದ್ಯ [1011,1157,1213,1176]
clue-item: 21. ಮನಸ್ಸಿನ ಸ್ಥಿತಿ (4) [1279,1929,1351,1940]
modi-box [514,1494,767,1603]
left-para-4: ಆಯ್ದ ಹತ್ತು ಸ್ಪರ್ಧಿಗಳಲ್ಲಿ ಭಾರತದ ಸ್ಪರ್ಧಿಗಳು ಗುಂಡು ವಿಭಾಗದ ಸ್ಪರ್ಧೆಯಲ್ಲಿ ಚಿನ್ನದ ಪದಕ ಗೆದ್ದುಕೊಂಡರು. ಕ್ರಾಸಿಫಿಕೇಶನ್ ಸುತ್ತಿನಲ್ಲಿ 1892.6 ಅಂಕ ಗಳಿಸಿ ಈ ತಂಡವು ದ್ವಿತೀಯವಾಗಿ ಮತ್ತು ಸೋಲಾಪುರ ಮತ್ತೊಂದು ತಂಡವು (632) ಮತ್ತು ಸೋಲಾಪುರ ಮತ್ತೊಂದು (631.9) ಅಂಕಗಳಿಸಿದರು ಮತ್ತು ಕ್ರೀಡಾಪಟುವಿನ ಕ್ರೀಡಾ ಕ್ಷೇತ್ರದಲ್ಲಿ ಸಾಧನೆ ಮುಂದುವರಿದಿದೆ. 10 ಮೀ. ಏರ್ ರೈಫಲ್‌ನ ಮಹಿಳೆಯರ ವಿಭಾಗದಲ್ಲಿ ಶಾಂಭವಿ ಶ್ರೀವಾನ್ (253.7) ಅಂಕಗಳಿಸಿದರು. [11,510,285,627]
ranji-score-line: ಕರ್ನಾಟಕ ಮೊದಲ ಇನಿಂಗ್ಸ್: [547,1817,638,1830]
left-para-2: ದಿಕ್ಕಿನಲ್ಲಿ ಈಗ ಶೂಟಿಂಗ್ ಕ್ರೀಡಾಪಟುವಿನ ನಡೆಯುತ್ತಿರುವ ಈ ಕ್ರೀಡಾಕೂಟದಲ್ಲಿ ಭಾರತದ ತಮ್ಮ ಪ್ರತಿಭೆಯನ್ನು ಮೆರೆದಿದ್ದಾರೆ. ಇಳವೆನಿಲಾ ಅವರು ಫೈನಲ್‌ನಲ್ಲಿ 252.0 ಅಂಕ ಗಳಿಸಿದರು. [11,350,285,398]
crossword-block [1091,2164,1124,2197]
dismissal: ಸಿ ಸಿಂಗ್ ಬಿ ಪಟೇಲ್ [870,531,933,543]
dismissal: ರನೌಟ್ [870,557,895,569]
crossword-block [1023,1893,1057,1927]
main-headline: ಭಾರತ ಶುಭಾರಂಭ [305,190,591,246]
wi-photo-2 [1273,246,1530,388]
nz-afg-story [1011,1158,1530,1720]
masthead [0,0,1541,165]
crossword-cell[interactable] [1057,2096,1091,2130]
crossword-cell[interactable] [1057,1961,1091,1995]
match-1-tv: ನೇರ ಪ್ರಸಾರ: ಸ್ಟಾರ್ ಸ್ಪೋರ್ಟ್ಸ್, ಜಿಯೋ ಹಾಟ್‌ಸ್ಟಾರ್ [1187,1516,1355,1528]
crossword-cell[interactable] [820,1826,854,1860]
brief-score-box [1369,596,1530,743]
nz-para-1: ಟಿ-20 ವಿಶ್ವಕಪ್ ಟೂರ್ನಿಯ ಎರಡನೇ ದಿನ ಮೂರು ಪಂದ್ಯಗಳು ನಡೆಯಲಿವೆ. ಚೆನ್ನೈ ಸೇರಿ ಹಲವಾರು ಕ್ರೀಡಾಂಗಣಗಳಲ್ಲಿ ಪಂದ್ಯಗಳು ಆಯೋಜನೆಯಾಗಿವೆ. ನ್ಯೂಜಿಲೆಂಡ್ ಮತ್ತು ಅಫ್ಘಾನಿಸ್ತಾನ ತಂಡಗಳು ಮುಖಾಮುಖಿಯಾಗಲಿವೆ. [1011,1233,1265,1299]
crossword-block [955,1893,989,1927]
crossword-block [955,2062,989,2096]
crossword-block [1023,2164,1057,2197]
crossword-cell[interactable] [922,1792,955,1826]
hattrick-title: ಶೆಫರ್ಡ್ ಹ್ಯಾಟ್ರಿಕ್ [1404,401,1496,420]
crossword-cell[interactable] [1057,1995,1091,2028]
crossword-cell[interactable] [989,2028,1023,2062]
crossword-cell[interactable]: 23 [955,2197,989,2231]
